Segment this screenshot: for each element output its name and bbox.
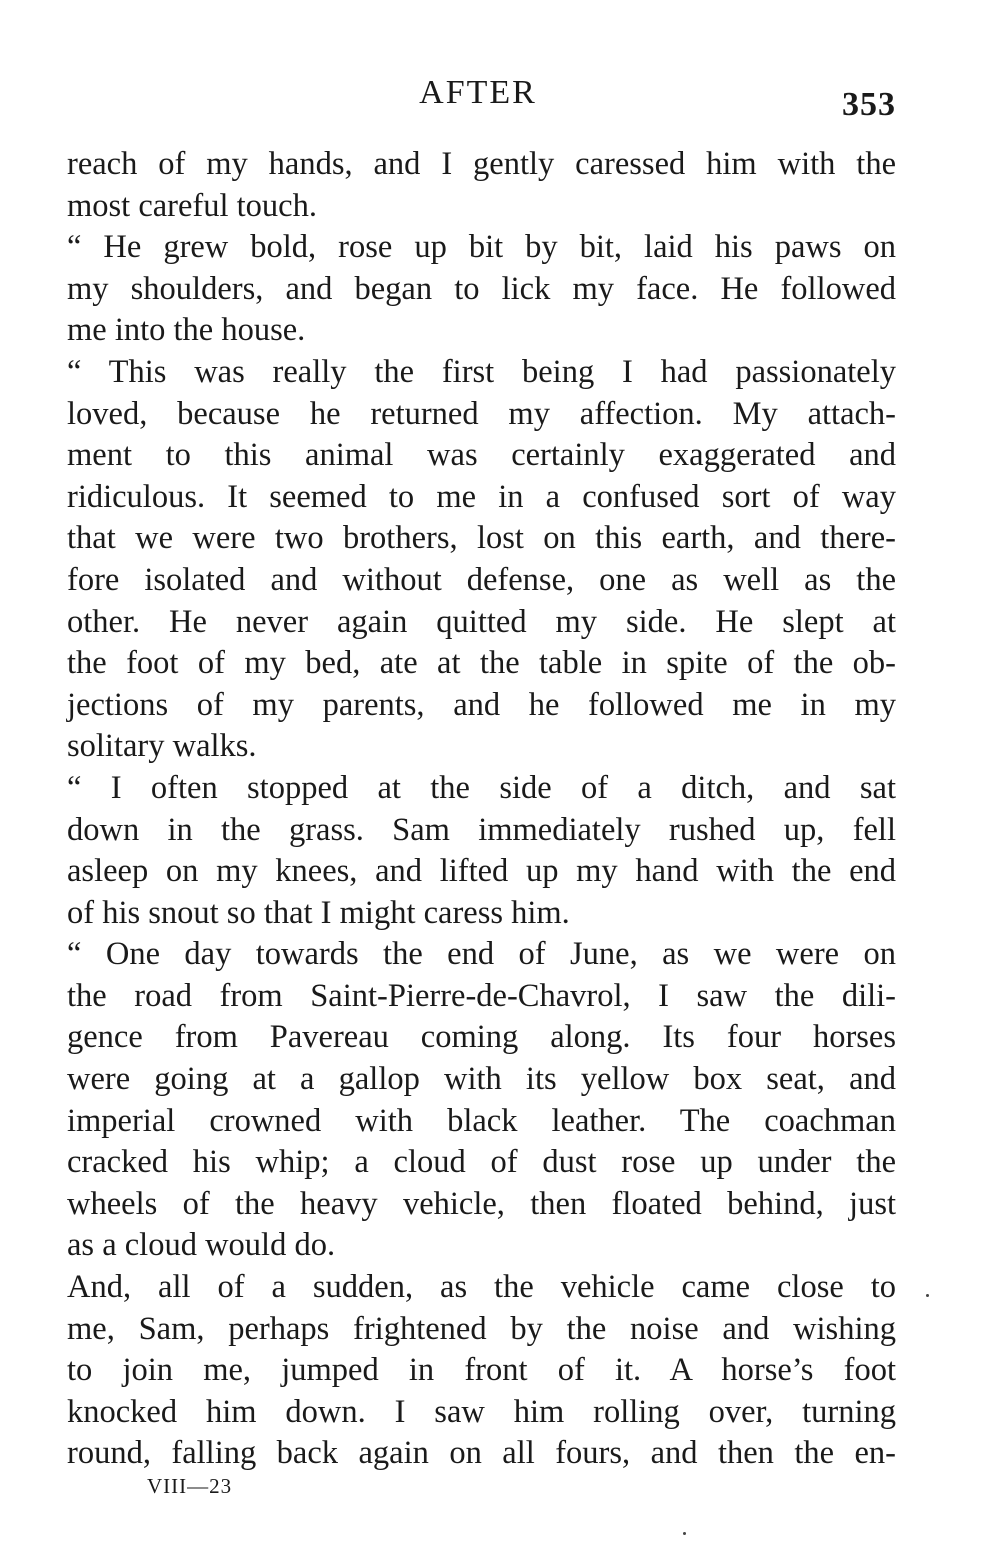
page-number: 353 <box>842 86 896 123</box>
text-line: And, all of a sudden, as the vehicle came close to <box>67 1269 896 1306</box>
text-line: the road from Saint-Pierre-de-Chavrol, I saw the dili- <box>67 977 896 1014</box>
text-line: asleep on my knees, and lifted up my hand with the end <box>67 853 896 890</box>
text-line: were going at a gallop with its yellow box seat, and <box>67 1061 896 1098</box>
text-line: of his snout so that I might caress him. <box>67 894 570 931</box>
text-line: jections of my parents, and he followed me in my <box>67 686 896 723</box>
text-line: knocked him down. I saw him rolling over, turning <box>67 1393 896 1430</box>
ink-speck <box>926 1294 929 1297</box>
text-line: me into the house. <box>67 312 306 349</box>
text-line: that we were two brothers, lost on this earth, and there- <box>67 520 896 557</box>
text-line: down in the grass. Sam immediately rushed up, fell <box>67 811 896 848</box>
text-line: ridiculous. It seemed to me in a confused sort of way <box>67 478 896 515</box>
text-line: my shoulders, and began to lick my face. He followed <box>67 270 896 307</box>
text-line: “ He grew bold, rose up bit by bit, laid his paws on <box>67 229 896 266</box>
signature-mark: VIII—23 <box>147 1474 233 1498</box>
running-head <box>0 74 1000 124</box>
text-line: solitary walks. <box>67 728 257 765</box>
text-line: gence from Pavereau coming along. Its four horses <box>67 1019 896 1056</box>
running-title: AFTER <box>419 74 537 111</box>
text-line: to join me, jumped in front of it. A horse’s foot <box>67 1352 896 1389</box>
text-line: “ One day towards the end of June, as we were on <box>67 936 896 973</box>
text-line: reach of my hands, and I gently caressed him with the <box>67 146 896 182</box>
text-line: “ I often stopped at the side of a ditch, and sat <box>67 769 896 806</box>
body-text <box>67 144 896 1475</box>
text-line: other. He never again quitted my side. He slept at <box>67 603 896 640</box>
ink-speck <box>683 1532 686 1535</box>
text-line: wheels of the heavy vehicle, then floated behind, just <box>67 1185 896 1222</box>
text-line: most careful touch. <box>67 187 317 224</box>
text-line: me, Sam, perhaps frightened by the noise and wishing <box>67 1310 896 1347</box>
text-line: loved, because he returned my affection. My attach- <box>67 395 896 432</box>
text-line: as a cloud would do. <box>67 1227 336 1264</box>
text-line: the foot of my bed, ate at the table in spite of the ob- <box>67 645 896 682</box>
text-line: ment to this animal was certainly exaggerated and <box>67 437 896 474</box>
text-line: fore isolated and without defense, one as well as the <box>67 561 896 598</box>
text-line: imperial crowned with black leather. The coachman <box>67 1102 896 1139</box>
text-line: cracked his whip; a cloud of dust rose up under the <box>67 1144 896 1181</box>
text-line: round, falling back again on all fours, and then the en- <box>67 1435 896 1472</box>
text-line: “ This was really the first being I had passionately <box>67 353 896 390</box>
